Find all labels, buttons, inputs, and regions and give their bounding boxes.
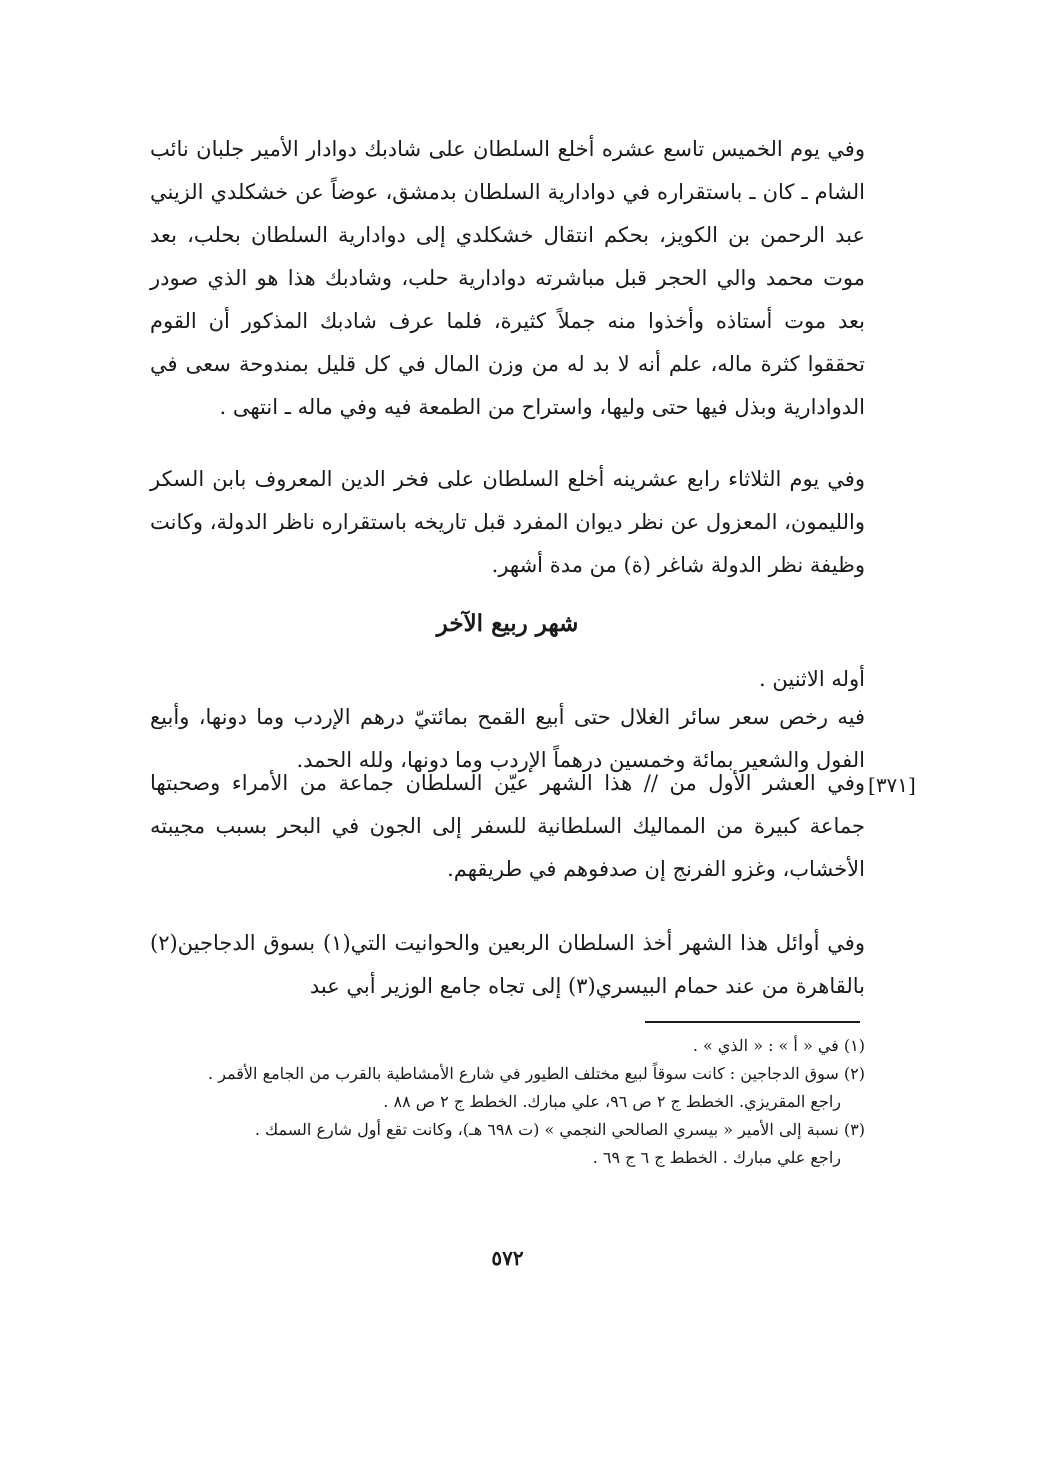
paragraph-shadbak-appointment: وفي يوم الخميس تاسع عشره أخلع السلطان على شادبك دوادار الأمير جلبان نائب الشام ـ كان ـ باستقراره في دوادارية السلطان بدمشق، عوضاً عن خشكلدي الزيني عبد الرحمن بن الكويز، بحكم انتقال خشكلدي إلى دوادارية السلطان بحلب، بعد موت محمد والي الحجر قبل مباشرته دوادارية حلب، وشادبك هذا هو الذي صودر بعد موت أستاذه وأخذوا منه جملاً كثيرة، فلما عرف شادبك المذكور أن القوم تحققوا كثرة ماله، علم أنه لا بد له من وزن المال في كل قليل بمندوحة سعى في الدوادارية وبذل فيها حتى وليها، واستراح من الطمعة فيه وفي ماله ـ انتهى . xyxy=(150,137,865,419)
paragraph-month-start: أوله الاثنين . xyxy=(759,667,865,691)
paragraph-fakhr-al-din: وفي يوم الثلاثاء رابع عشرينه أخلع السلطان على فخر الدين المعروف بابن السكر والليمون، المعزول عن نظر ديوان المفرد قبل تاريخه باستقراره ناظر الدولة، وكانت وظيفة نظر الدولة شاغر (ة) من مدة أشهر. xyxy=(150,467,865,577)
page-number: ٥٧٢ xyxy=(491,1246,524,1270)
footnote-2-reference: راجع المقريزي. الخطط ج ٢ ص ٩٦، علي مبارك. الخطط ج ٢ ص ٨٨ . xyxy=(383,1092,841,1111)
footnote-2: (٢) سوق الدجاجين : كانت سوقاً لبيع مختلف الطيور في شارع الأمشاطية بالقرب من الجامع الأقمر . xyxy=(208,1064,865,1083)
footnote-3-reference: راجع علي مبارك . الخطط ج ٦ ج ٦٩ . xyxy=(592,1148,841,1167)
footnote-divider xyxy=(645,1021,860,1023)
footnote-3: (٣) نسبة إلى الأمير « بيسري الصالحي النجمي » (ت ٦٩٨ هـ)، وكانت تقع أول شارع السمك . xyxy=(254,1120,865,1139)
footnotes xyxy=(150,1032,865,1172)
footnote-1: (١) في « أ » : « الذي » . xyxy=(692,1036,865,1055)
paragraph-expedition: وفي العشر الأول من // هذا الشهر عيّن السلطان جماعة من الأمراء وصحبتها جماعة كبيرة من المماليك السلطانية للسفر إلى الجون في البحر بسبب مجيبته الأخشاب، وغزو الفرنج إن صدفوهم في طريقهم. xyxy=(150,771,865,881)
paragraph-grain-prices: فيه رخص سعر سائر الغلال حتى أبيع القمح بمائتيّ درهم الإردب وما دونها، وأبيع الفول والشعير بمائة وخمسين درهماً الإردب وما دونها، ولله الحمد. xyxy=(150,705,865,772)
section-heading-rabi-al-akhir: شهر ربيع الآخر xyxy=(436,610,579,637)
paragraph-sultan-properties: وفي أوائل هذا الشهر أخذ السلطان الربعين والحوانيت التي(١) بسوق الدجاجين(٢) بالقاهرة من عند حمام البيسري(٣) إلى تجاه جامع الوزير أبي عبد xyxy=(150,931,865,998)
manuscript-folio-marker: [٣٧١] xyxy=(868,773,916,797)
